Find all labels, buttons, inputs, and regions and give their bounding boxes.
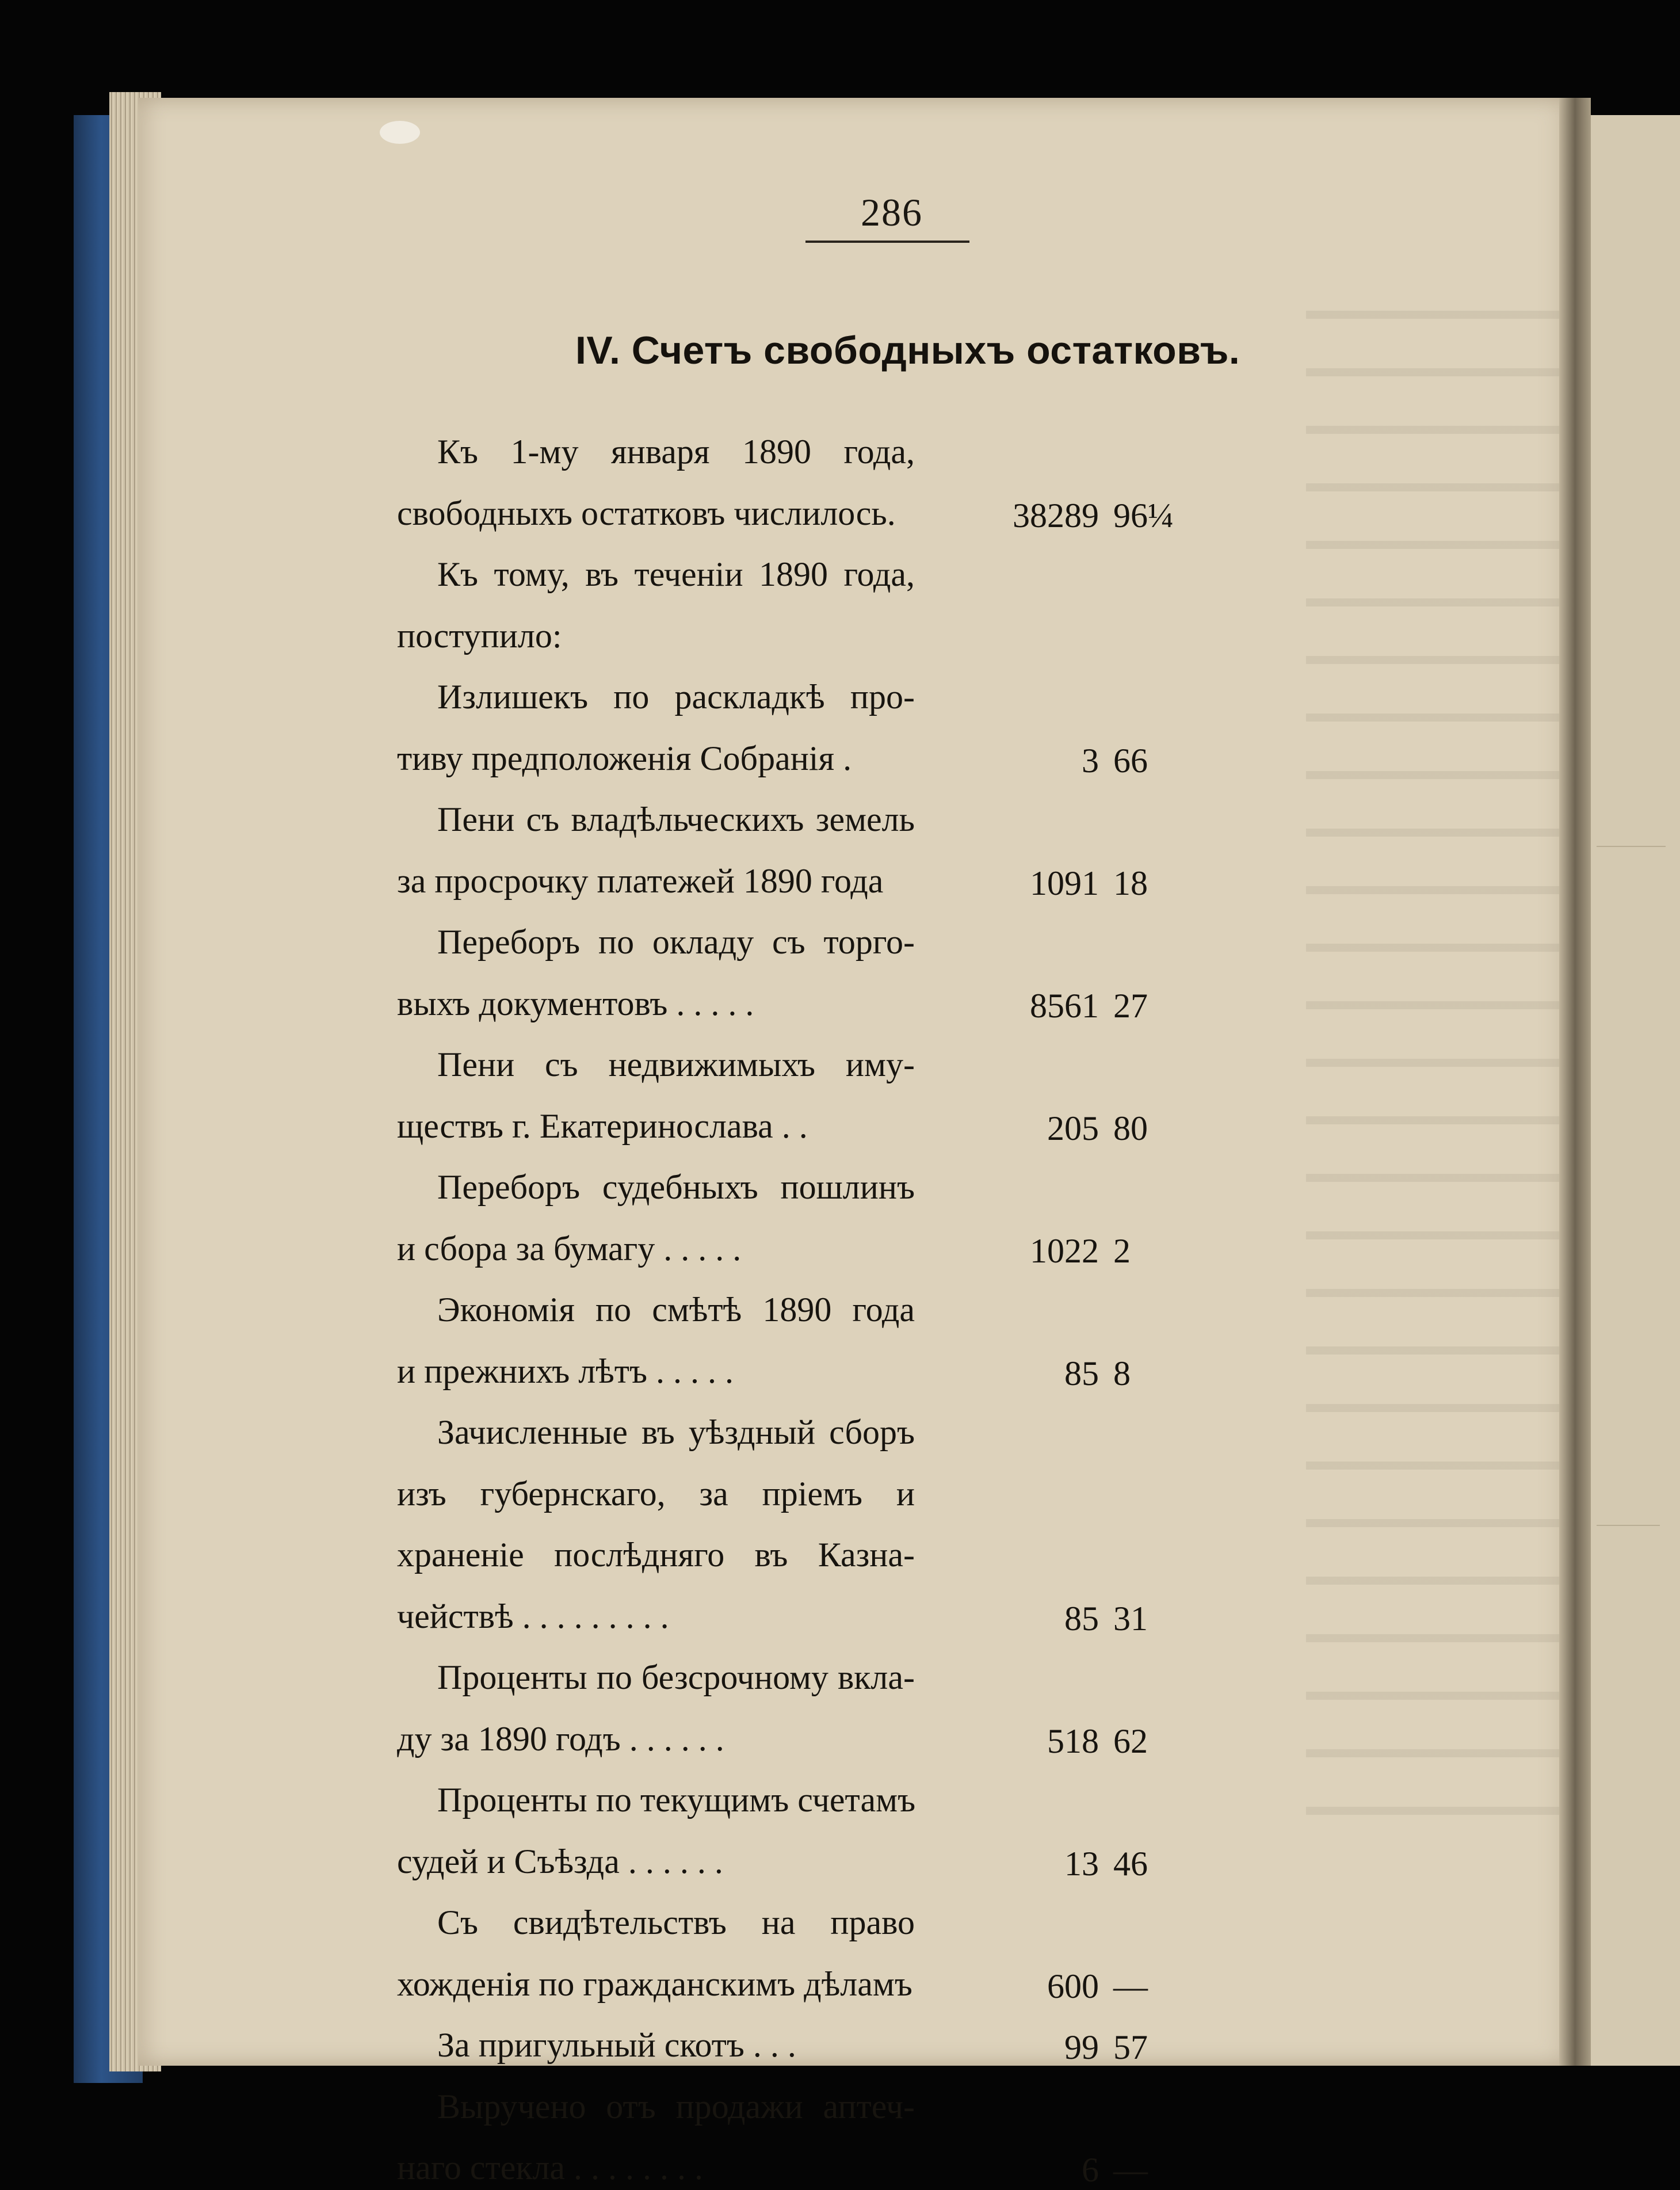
entry-line: хожденія по гражданскимъ дѣламъ bbox=[397, 1965, 912, 2003]
entry-line-first: За пригульный скотъ . . . bbox=[437, 2026, 796, 2064]
amount-kopecks: — bbox=[1113, 1967, 1148, 2005]
entry-line: чействѣ . . . . . . . . . bbox=[397, 1597, 669, 1635]
entry-line-first: Переборъ судебныхъ пошлинъ bbox=[437, 1168, 915, 1206]
entry-line-first: Къ тому, въ теченіи 1890 года, bbox=[437, 555, 915, 593]
amount-rubles: 6 bbox=[1082, 2151, 1099, 2189]
entry-line: судей и Съѣзда . . . . . . bbox=[397, 1842, 723, 1880]
entry-line-first: Переборъ по окладу съ торго- bbox=[437, 923, 915, 961]
entry-line: и прежнихъ лѣтъ . . . . . bbox=[397, 1352, 734, 1390]
entry-line: ществъ г. Екатеринослава . . bbox=[397, 1107, 808, 1145]
amount-kopecks: 80 bbox=[1113, 1109, 1148, 1147]
entry-line-first: Съ свидѣтельствъ на право bbox=[437, 1903, 915, 1941]
entry-line-first: Проценты по текущимъ счетамъ bbox=[437, 1781, 916, 1819]
entry-line: свободныхъ остатковъ числилось. bbox=[397, 494, 896, 532]
amount-rubles: 99 bbox=[1064, 2028, 1099, 2066]
amount-kopecks: 57 bbox=[1113, 2028, 1148, 2066]
amount-kopecks: 31 bbox=[1113, 1600, 1148, 1638]
entry-line: поступило: bbox=[397, 617, 562, 655]
amount-kopecks: — bbox=[1113, 2151, 1148, 2189]
amount-rubles: 600 bbox=[1047, 1967, 1099, 2005]
amount-rubles: 518 bbox=[1047, 1722, 1099, 1760]
amount-rubles: 8561 bbox=[1030, 987, 1099, 1025]
entry-line: изъ губернскаго, за пріемъ и bbox=[397, 1475, 915, 1513]
amount-rubles: 3 bbox=[1082, 742, 1099, 780]
entry-line: тиву предположенія Собранія . bbox=[397, 739, 852, 777]
entry-line-first: Проценты по безсрочному вкла- bbox=[437, 1658, 915, 1696]
amount-rubles: 13 bbox=[1064, 1845, 1099, 1883]
amount-rubles: 85 bbox=[1064, 1600, 1099, 1638]
amount-rubles: 38289 bbox=[1013, 497, 1099, 535]
entry-line-first: Выручено отъ продажи аптеч- bbox=[437, 2088, 915, 2126]
amount-kopecks: 66 bbox=[1113, 742, 1148, 780]
amount-rubles: 1091 bbox=[1030, 864, 1099, 902]
entry-line-first: Пени съ владѣльческихъ земель bbox=[437, 800, 915, 838]
amount-rubles: 1022 bbox=[1030, 1232, 1099, 1270]
entry-line: храненіе послѣдняго въ Казна- bbox=[397, 1536, 915, 1574]
entry-line: за просрочку платежей 1890 года bbox=[397, 862, 884, 900]
entry-line-first: Излишекъ по раскладкѣ про- bbox=[437, 678, 915, 716]
entry-line-first: Экономія по смѣтѣ 1890 года bbox=[437, 1291, 915, 1329]
amount-rubles: 205 bbox=[1047, 1109, 1099, 1147]
entry-line: наго стекла . . . . . . . . bbox=[397, 2149, 704, 2187]
page-number: 286 bbox=[861, 190, 923, 234]
amount-kopecks: 2 bbox=[1113, 1232, 1131, 1270]
section-title: IV. Счетъ свободныхъ остатковъ. bbox=[575, 329, 1240, 372]
entry-line: ду за 1890 годъ . . . . . . bbox=[397, 1720, 724, 1758]
entry-line-first: Пени съ недвижимыхъ иму- bbox=[437, 1046, 915, 1083]
entry-line: и сбора за бумагу . . . . . bbox=[397, 1230, 742, 1268]
amount-kopecks: 96¼ bbox=[1113, 497, 1174, 535]
amount-kopecks: 62 bbox=[1113, 1722, 1148, 1760]
amount-rubles: 85 bbox=[1064, 1355, 1099, 1392]
entry-line: выхъ документовъ . . . . . bbox=[397, 985, 754, 1022]
entry-line-first: Зачисленные въ уѣздный сборъ bbox=[437, 1413, 915, 1451]
amount-kopecks: 8 bbox=[1113, 1355, 1131, 1392]
amount-kopecks: 18 bbox=[1113, 864, 1148, 902]
amount-kopecks: 46 bbox=[1113, 1845, 1148, 1883]
entry-line-first: Къ 1-му января 1890 года, bbox=[437, 433, 915, 471]
amount-kopecks: 27 bbox=[1113, 987, 1148, 1025]
